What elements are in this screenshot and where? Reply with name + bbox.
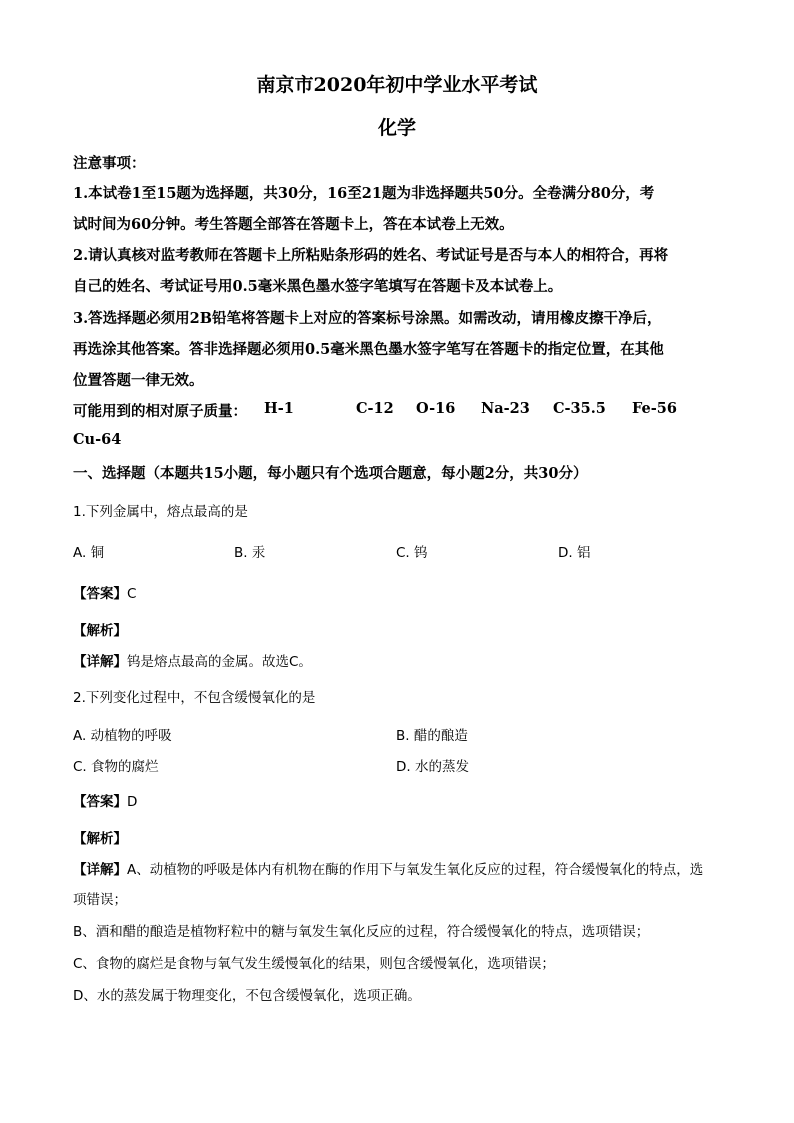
atomic-mass-item: H-1 — [264, 400, 294, 417]
detail-tag: 【详解】 — [73, 654, 127, 670]
question-2-detail-line-2: 项错误； — [73, 892, 127, 908]
question-2-stem: 2.下列变化过程中，不包含缓慢氧化的是 — [73, 690, 316, 706]
atomic-mass-item: Cu-64 — [73, 431, 122, 448]
question-1-analysis — [73, 619, 127, 639]
analysis-tag: 【解析】 — [73, 831, 127, 847]
answer-tag: 【答案】 — [73, 794, 127, 810]
question-1-option-a: A. 铜 — [73, 545, 105, 561]
atomic-mass-item: C-35.5 — [553, 400, 606, 417]
note-3-line-1: 3.答选择题必须用2B铅笔将答题卡上对应的答案标号涂黑。如需改动，请用橡皮擦干净后， — [73, 310, 662, 327]
detail-text: 钨是熔点最高的金属。故选C。 — [127, 654, 312, 670]
note-1-line-2: 试时间为60分钟。考生答题全部答在答题卡上，答在本试卷上无效。 — [73, 216, 514, 233]
question-2-answer — [73, 790, 137, 810]
note-3-line-3: 位置答题一律无效。 — [73, 372, 204, 389]
note-3-line-2: 再选涂其他答案。答非选择题必须用0.5毫米黑色墨水签字笔写在答题卡的指定位置，在其他 — [73, 341, 664, 358]
question-1-option-d: D. 铝 — [558, 545, 591, 561]
detail-tag: 【详解】 — [73, 862, 127, 878]
question-1-stem: 1.下列金属中，熔点最高的是 — [73, 504, 248, 520]
analysis-tag: 【解析】 — [73, 623, 127, 639]
note-2-line-2: 自己的姓名、考试证号用0.5毫米黑色墨水签字笔填写在答题卡及本试卷上。 — [73, 278, 563, 295]
atomic-mass-label: 可能用到的相对原子质量： — [73, 403, 247, 420]
question-2-option-d: D. 水的蒸发 — [396, 759, 469, 775]
note-1-line-1: 1.本试卷1至15题为选择题，共30分，16至21题为非选择题共50分。全卷满分80分，考 — [73, 185, 655, 202]
question-2-option-c: C. 食物的腐烂 — [73, 759, 159, 775]
notes-heading: 注意事项： — [73, 155, 146, 172]
detail-text: A、动植物的呼吸是体内有机物在酶的作用下与氧发生氧化反应的过程，符合缓慢氧化的特点，选 — [127, 862, 704, 878]
atomic-mass-item: Fe-56 — [632, 400, 677, 417]
section-heading: 一、选择题（本题共15小题，每小题只有个选项合题意，每小题2分，共30分） — [73, 465, 588, 482]
question-2-detail-d: D、水的蒸发属于物理变化，不包含缓慢氧化，选项正确。 — [73, 988, 421, 1004]
atomic-mass-item: C-12 — [356, 400, 394, 417]
subject-title: 化学 — [377, 117, 416, 139]
page-title: 南京市2020年初中学业水平考试 — [256, 74, 538, 96]
question-1-option-b: B. 汞 — [234, 545, 266, 561]
question-1-option-c: C. 钨 — [396, 545, 428, 561]
question-2-option-a: A. 动植物的呼吸 — [73, 728, 172, 744]
atomic-mass-item: Na-23 — [481, 400, 530, 417]
question-2-detail-c: C、食物的腐烂是食物与氧气发生缓慢氧化的结果，则包含缓慢氧化，选项错误； — [73, 956, 555, 972]
question-1-answer — [73, 582, 136, 602]
answer-value: C — [127, 586, 137, 602]
question-2-analysis — [73, 827, 127, 847]
note-2-line-1: 2.请认真核对监考教师在答题卡上所粘贴条形码的姓名、考试证号是否与本人的相符合，再将 — [73, 247, 669, 264]
question-1-detail — [73, 650, 312, 670]
atomic-mass-item: O-16 — [416, 400, 456, 417]
question-2-detail-b: B、酒和醋的酿造是植物籽粒中的糖与氧发生氧化反应的过程，符合缓慢氧化的特点，选项错误； — [73, 924, 650, 940]
answer-tag: 【答案】 — [73, 586, 127, 602]
question-2-option-b: B. 醋的酿造 — [396, 728, 468, 744]
answer-value: D — [127, 794, 138, 810]
question-2-detail — [73, 858, 703, 878]
